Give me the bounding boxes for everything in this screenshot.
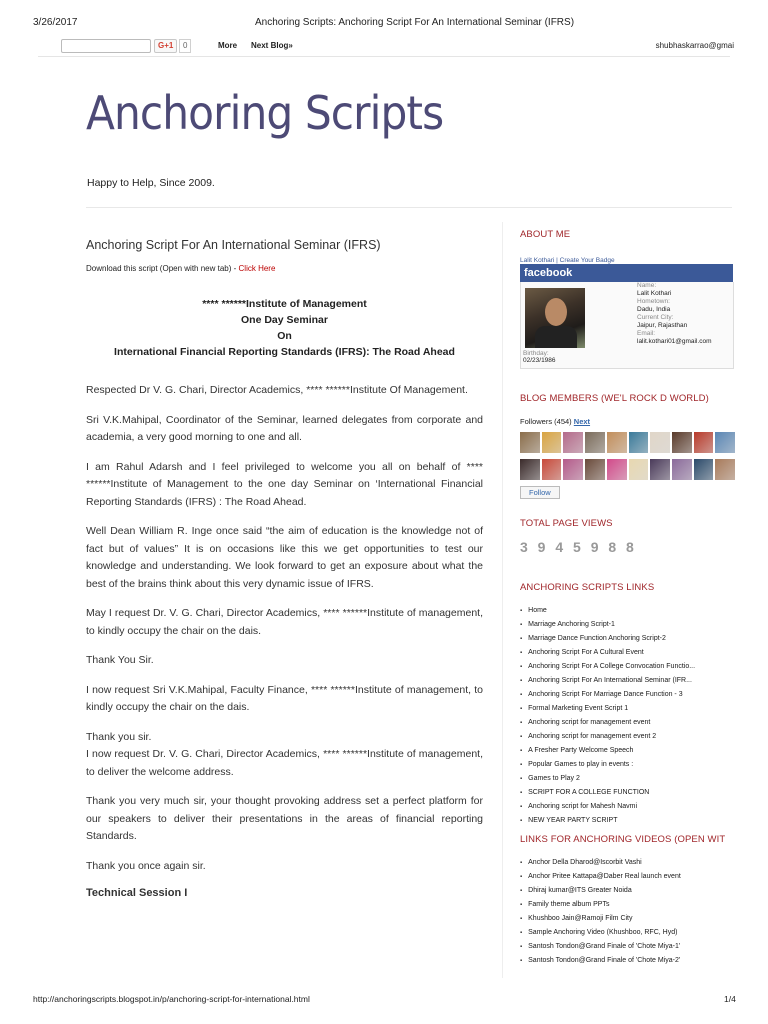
blog-members-heading: BLOG MEMBERS (WE'L ROCK D WORLD): [520, 393, 709, 404]
about-me-heading: ABOUT ME: [520, 229, 571, 240]
follower-avatar[interactable]: [629, 459, 649, 480]
profile-face: [545, 298, 567, 326]
video-links-section: [520, 834, 735, 968]
badge-separator: |: [554, 257, 560, 264]
video-link[interactable]: ▪ Sample Anchoring Video (Khushboo, RFC, Hyd): [520, 926, 735, 940]
follow-button[interactable]: Follow: [520, 486, 560, 499]
facebook-logo[interactable]: facebook: [520, 264, 733, 282]
sidebar-link[interactable]: ▪ Anchoring script for management event 2: [520, 730, 735, 744]
sidebar-link[interactable]: ▪ SCRIPT FOR A COLLEGE FUNCTION: [520, 786, 735, 800]
profile-photo[interactable]: [525, 288, 585, 348]
field-value: lalit.kothari01@gmail.com: [637, 338, 712, 345]
download-text: Download this script (Open with new tab) -: [86, 264, 239, 273]
sidebar-link[interactable]: ▪ A Fresher Party Welcome Speech: [520, 744, 735, 758]
anchoring-links-section: [520, 582, 735, 828]
profile-link[interactable]: Lalit Kothari: [520, 257, 555, 264]
post-paragraph: I now request Sri V.K.Mahipal, Faculty Finance, **** ******Institute of management, to kindly occupy the chair on the dais.: [86, 683, 483, 713]
sidebar-link[interactable]: ▪ Anchoring Script For A Cultural Event: [520, 646, 735, 660]
post-paragraph: Thank you sir.: [86, 730, 152, 743]
download-link[interactable]: Click Here: [238, 264, 276, 273]
follower-avatar[interactable]: [563, 459, 583, 480]
field-value: Dadu, India: [637, 306, 671, 313]
google-plus-button[interactable]: G+1: [154, 39, 177, 53]
follower-avatar[interactable]: [585, 459, 605, 480]
next-blog-link[interactable]: Next Blog»: [251, 41, 293, 50]
field-label: Hometown:: [637, 298, 670, 305]
video-link[interactable]: ▪ Anchor Della Dharod@Iscorbit Vashi: [520, 856, 735, 870]
user-email: shubhaskarrao@gmai: [655, 41, 734, 50]
birthday-value: 02/23/1986: [523, 357, 556, 364]
video-links-heading: LINKS FOR ANCHORING VIDEOS (OPEN WIT: [520, 834, 726, 845]
followers-count: Followers (454): [520, 417, 572, 426]
anchoring-links-heading: ANCHORING SCRIPTS LINKS: [520, 582, 655, 593]
badge-links: [520, 257, 735, 264]
blog-tagline: Happy to Help, Since 2009.: [87, 177, 215, 189]
sidebar-link[interactable]: ▪ Anchoring Script For A College Convocation Functio...: [520, 660, 735, 674]
follower-avatar[interactable]: [607, 459, 627, 480]
technical-session-heading: Technical Session I: [86, 887, 188, 899]
about-me-section: [520, 229, 735, 369]
seminar-heading-line: On: [277, 330, 292, 342]
post-body: [86, 238, 483, 899]
post-paragraph: May I request Dr. V. G. Chari, Director Academics, **** ******Institute of management, to kindly occupy the chair on the dais.: [86, 607, 483, 637]
follower-avatar[interactable]: [542, 432, 562, 453]
video-link[interactable]: ▪ Dhiraj kumar@ITS Greater Noida: [520, 884, 735, 898]
follower-avatar[interactable]: [607, 432, 627, 453]
field-label: Email:: [637, 330, 656, 337]
followers-next-link[interactable]: Next: [573, 417, 591, 426]
follower-avatar[interactable]: [650, 459, 670, 480]
search-input[interactable]: [61, 39, 151, 53]
blog-members-section: [520, 393, 735, 500]
video-link[interactable]: ▪ Santosh Tondon@Grand Finale of 'Chote Miya-1': [520, 940, 735, 954]
download-line: [86, 264, 483, 273]
follower-avatar[interactable]: [672, 432, 692, 453]
follower-avatar[interactable]: [715, 432, 735, 453]
blog-title[interactable]: Anchoring Scripts: [86, 86, 444, 140]
followers-line: [520, 417, 735, 426]
follower-avatar-row: [520, 459, 735, 480]
birthday-label: Birthday:: [523, 350, 549, 357]
field-value: Jaipur, Rajasthan: [637, 322, 688, 329]
sidebar-link[interactable]: ▪ Home: [520, 604, 735, 618]
sidebar-link[interactable]: ▪ NEW YEAR PARTY SCRIPT: [520, 814, 735, 828]
blogger-navbar: [38, 36, 734, 57]
follower-avatar[interactable]: [520, 459, 540, 480]
post-paragraph: Thank you once again sir.: [86, 859, 206, 872]
page-views-counter: 3 9 4 5 9 8 8: [520, 539, 637, 555]
post-paragraph: Respected Dr V. G. Chari, Director Academics, **** ******Institute Of Management.: [86, 384, 468, 396]
seminar-heading-line: International Financial Reporting Standards (IFRS): The Road Ahead: [114, 346, 455, 358]
post-paragraph: Thank you very much sir, your thought provoking address set a perfect platform for our speakers to deliver their presentations in the areas of financial reporting Standards.: [86, 795, 483, 842]
follower-avatar[interactable]: [629, 432, 649, 453]
seminar-heading: [86, 296, 483, 360]
field-label: Name:: [637, 282, 657, 289]
video-links-list: [520, 856, 735, 968]
post-paragraph: Thank You Sir.: [86, 654, 154, 666]
page-views-heading: TOTAL PAGE VIEWS: [520, 518, 613, 529]
anchoring-links-list: [520, 604, 735, 828]
follower-avatar[interactable]: [585, 432, 605, 453]
profile-body: [535, 326, 577, 348]
seminar-heading-line: One Day Seminar: [241, 314, 328, 326]
sidebar-link[interactable]: ▪ Popular Games to play in events :: [520, 758, 735, 772]
post-title: Anchoring Script For An International Seminar (IFRS): [86, 238, 381, 252]
print-url: http://anchoringscripts.blogspot.in/p/anchoring-script-for-international.html: [33, 994, 310, 1004]
follower-avatar-grid: [520, 432, 735, 480]
sidebar-link[interactable]: ▪ Marriage Dance Function Anchoring Script-2: [520, 632, 735, 646]
video-link[interactable]: ▪ Santosh Tondon@Grand Finale of 'Chote Miya-2': [520, 954, 735, 968]
post-paragraph: Well Dean William R. Inge once said “the aim of education is the knowledge not of fact but of values” It is on occasions like this we get opportunities to test our knowledge and understanding. We look forward to get an exposure about what the best of the brains think about this very dynamic issue of IFRS.: [86, 525, 483, 590]
video-link[interactable]: ▪ Khushboo Jain@Ramoji Film City: [520, 912, 735, 926]
sidebar-link[interactable]: ▪ Anchoring Script For Marriage Dance Function - 3: [520, 688, 735, 702]
sidebar-link[interactable]: ▪ Formal Marketing Event Script 1: [520, 702, 735, 716]
field-value: Lalit Kothari: [637, 290, 672, 297]
print-page-number: 1/4: [724, 994, 736, 1004]
post-paragraph: Sri V.K.Mahipal, Coordinator of the Seminar, learned delegates from corporate and academia, a very good morning to one and all.: [86, 413, 483, 443]
follower-avatar[interactable]: [694, 459, 714, 480]
profile-fields: [637, 282, 712, 346]
video-link[interactable]: ▪ Family theme album PPTs: [520, 898, 735, 912]
follower-avatar[interactable]: [520, 432, 540, 453]
follower-avatar-row: [520, 432, 735, 453]
follower-avatar[interactable]: [672, 459, 692, 480]
video-link[interactable]: ▪ Anchor Pritee Kattapa@Daber Real launch event: [520, 870, 735, 884]
facebook-badge[interactable]: [520, 282, 734, 369]
page-views-section: [520, 518, 735, 555]
print-page-title: Anchoring Scripts: Anchoring Script For An International Seminar (IFRS): [255, 17, 575, 28]
sidebar-link[interactable]: ▪ Anchoring script for management event: [520, 716, 735, 730]
sidebar-link[interactable]: ▪ Games to Play 2: [520, 772, 735, 786]
more-link[interactable]: More: [218, 41, 238, 50]
post-paragraph: I am Rahul Adarsh and I feel privileged to welcome you all on behalf of **** ******Institute of Management to the one day Seminar on ‘International Financial Reporting Standards (IFRS) : The Road Ahead.: [86, 460, 483, 508]
google-plus-count: 0: [179, 39, 191, 53]
seminar-heading-line: **** ******Institute of Management: [202, 298, 367, 310]
follower-avatar[interactable]: [650, 432, 670, 453]
birthday: [523, 350, 556, 364]
follower-avatar[interactable]: [715, 459, 735, 480]
follower-avatar[interactable]: [694, 432, 714, 453]
follower-avatar[interactable]: [563, 432, 583, 453]
column-divider: [502, 222, 503, 978]
post-paragraph: I now request Dr. V. G. Chari, Director Academics, **** ******Institute of management, to deliver the welcome address.: [86, 748, 483, 778]
header-divider: [86, 207, 732, 208]
sidebar-link[interactable]: ▪ Anchoring script for Mahesh Navmi: [520, 800, 735, 814]
field-label: Current City:: [637, 314, 674, 321]
print-date: 3/26/2017: [33, 17, 78, 28]
follower-avatar[interactable]: [542, 459, 562, 480]
sidebar-link[interactable]: ▪ Marriage Anchoring Script-1: [520, 618, 735, 632]
sidebar-link[interactable]: ▪ Anchoring Script For An International Seminar (IFR...: [520, 674, 735, 688]
create-badge-link[interactable]: Create Your Badge: [559, 257, 615, 264]
